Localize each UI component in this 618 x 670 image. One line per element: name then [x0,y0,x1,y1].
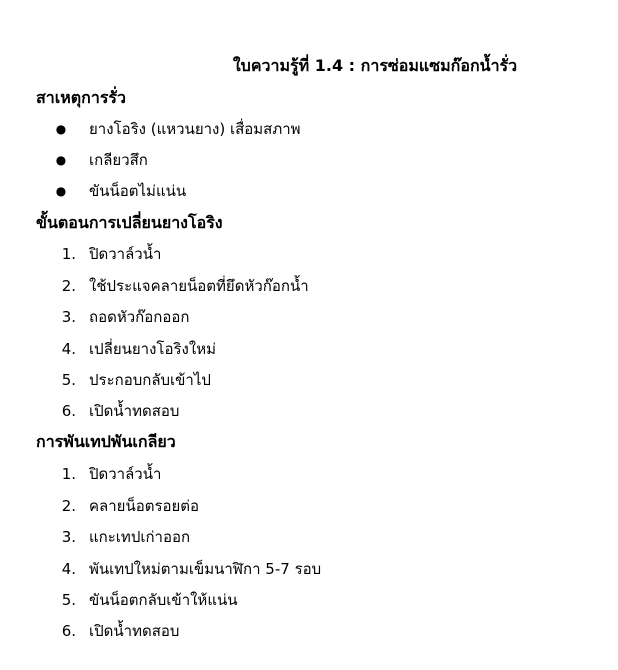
number-marker: 5. [61,591,76,609]
number-marker: 6. [61,622,76,640]
bullet-marker: ● [55,122,67,136]
list-item-text: ขันน็อตไม่แน่น [89,182,187,200]
number-marker: 5. [61,371,76,389]
bullet-marker: ● [55,153,67,167]
section-heading-causes: สาเหตุการรั่ว [36,88,126,107]
list-item-text: ประกอบกลับเข้าไป [89,371,211,389]
list-item-text: ขันน็อตกลับเข้าให้แน่น [89,591,238,609]
bullet-marker: ● [55,184,67,198]
list-item-text: เปิดน้ำทดสอบ [89,622,180,640]
number-marker: 6. [61,402,76,420]
list-item-text: เปิดน้ำทดสอบ [89,402,180,420]
list-item-text: ปิดวาล์วน้ำ [89,465,162,483]
list-item-text: แกะเทปเก่าออก [89,528,191,546]
section-heading-oring-steps: ขั้นตอนการเปลี่ยนยางโอริง [36,213,223,232]
number-marker: 1. [61,465,76,483]
number-marker: 1. [61,245,76,263]
list-item-text: ยางโอริง (แหวนยาง) เสื่อมสภาพ [89,120,301,138]
page-title: ใบความรู้ที่ 1.4 : การซ่อมแซมก๊อกน้ำรั่ว [232,56,518,75]
number-marker: 4. [61,560,76,578]
number-marker: 4. [61,340,76,358]
number-marker: 3. [61,528,76,546]
list-item-text: คลายน็อตรอยต่อ [89,497,200,515]
list-item-text: เปลี่ยนยางโอริงใหม่ [89,340,216,358]
list-item-text: พันเทปใหม่ตามเข็มนาฬิกา 5-7 รอบ [89,560,322,578]
list-item-text: ถอดหัวก๊อกออก [89,308,190,326]
number-marker: 2. [61,277,76,295]
list-item-text: ใช้ประแจคลายน็อตที่ยึดหัวก๊อกน้ำ [89,277,309,295]
list-item-text: เกลียวสึก [89,151,148,169]
list-item-text: ปิดวาล์วน้ำ [89,245,162,263]
number-marker: 2. [61,497,76,515]
section-heading-tape-steps: การพันเทปพันเกลียว [36,432,176,451]
number-marker: 3. [61,308,76,326]
